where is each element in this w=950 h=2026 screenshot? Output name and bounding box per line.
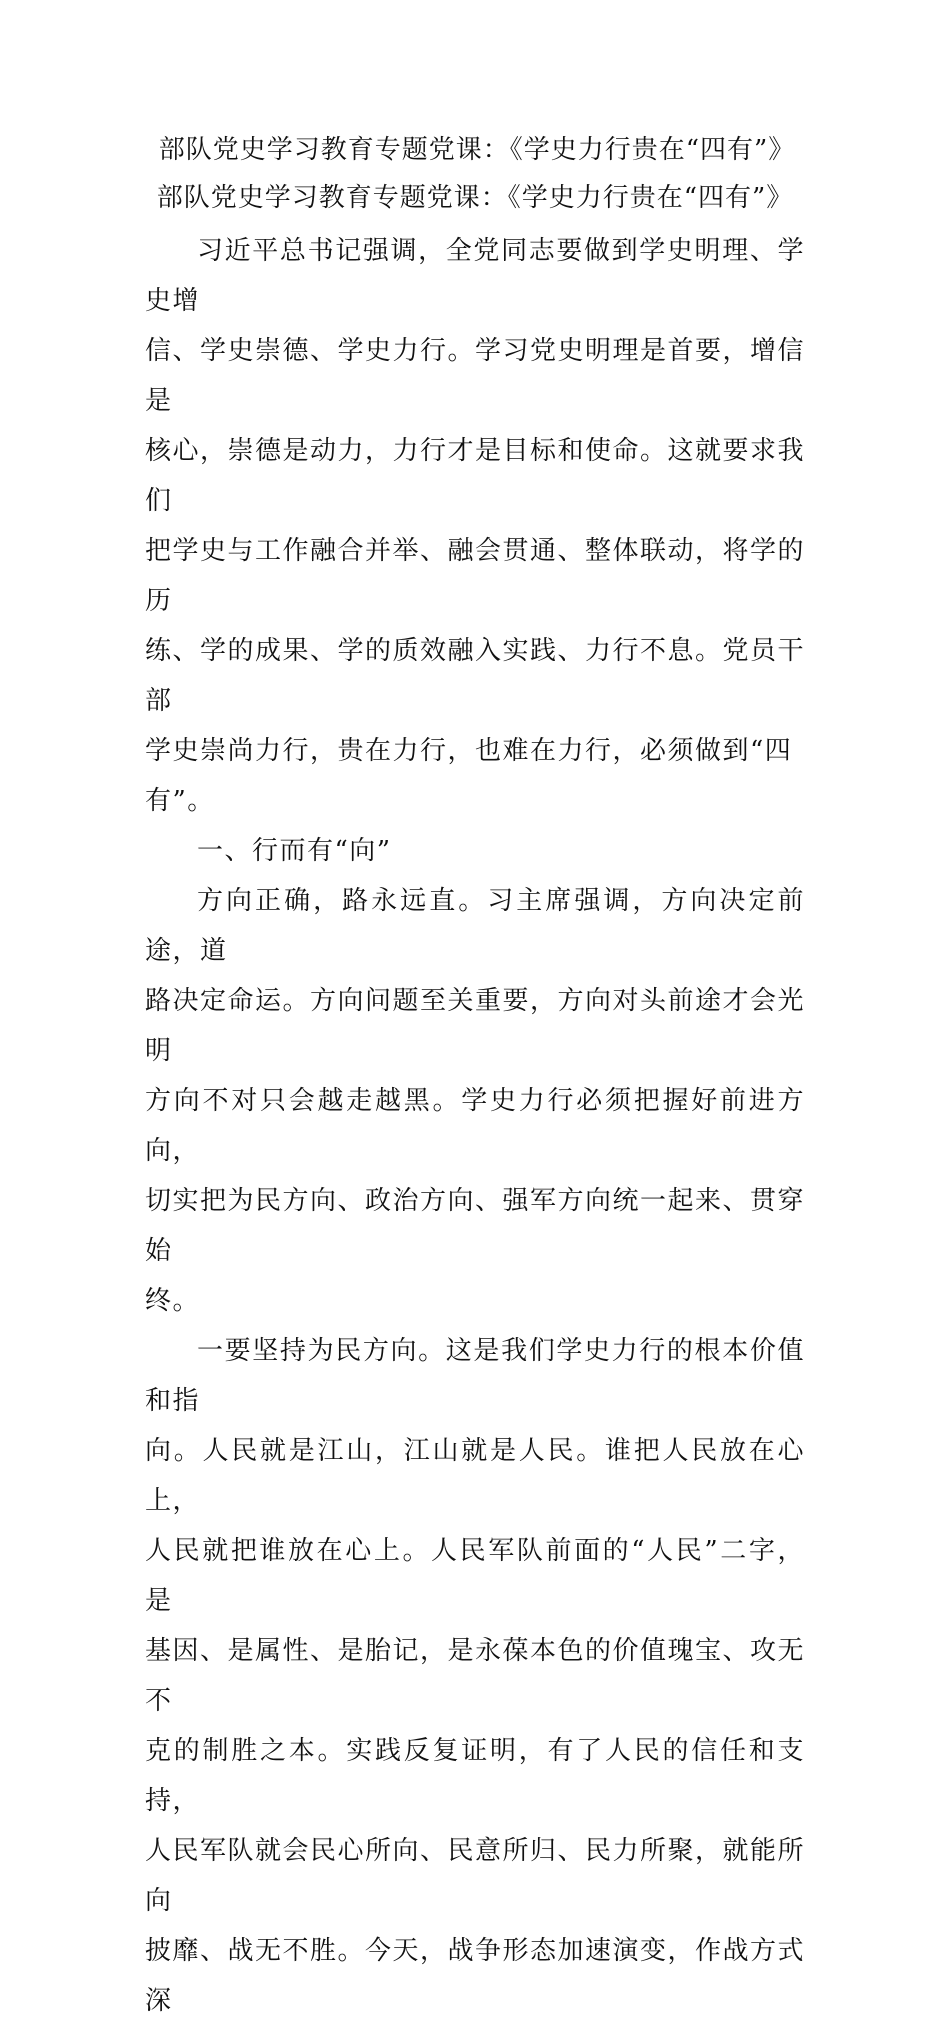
paragraph-intro: 习近平总书记强调，全党同志要做到学史明理、学史增 信、学史崇德、学史力行。学习党史明理是首要，增信是 核心，崇德是动力，力行才是目标和使命。这就要求我们 把学史与工作融合并举、融会贯通、整体联动，将学的历 练、学的成果、学的质效融入实践、力行不息。党员干部 学史崇尚力行，贵在力行，也难在力行，必须做到“四 有”。: [145, 236, 806, 816]
document-title: 部队党史学习教育专题党课：《学史力行贵在“四有”》: [158, 135, 796, 165]
document-title-repeat: 部队党史学习教育专题党课：《学史力行贵在“四有”》: [156, 183, 794, 213]
paragraph-people-direction: 一要坚持为民方向。这是我们学史力行的根本价值和指 向。人民就是江山，江山就是人民。谁把人民放在心上， 人民就把谁放在心上。人民军队前面的“人民”二字，是 基因、是属性、是胎记，是永葆本色的价值瑰宝、攻无不 克的制胜之本。实践反复证明，有了人民的信任和支持， 人民军队就会民心所向、民意所归、民力所聚，就能所向 披靡、战无不胜。今天，战争形态加速演变，作战方式深: [145, 1336, 806, 2016]
paragraph-direction: 方向正确，路永远直。习主席强调，方向决定前途，道 路决定命运。方向问题至关重要，方向对头前途才会光明 方向不对只会越走越黑。学史力行必须把握好前进方向， 切实把为民方向、政治方向、强军方向统一起来、贯穿始 终。: [145, 886, 806, 1316]
section-heading-1: 一、行而有“向”: [197, 836, 392, 866]
document-body: [145, 226, 805, 2026]
